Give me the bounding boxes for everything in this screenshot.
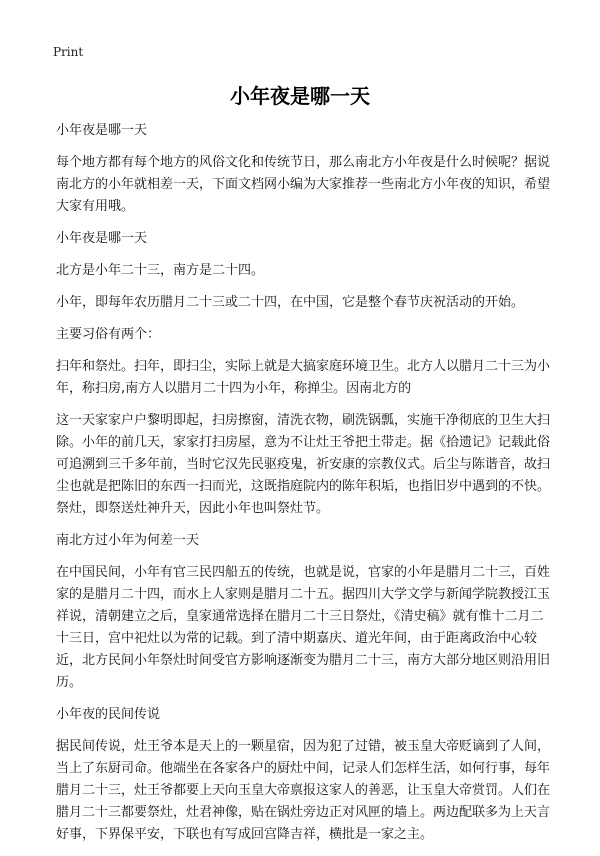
paragraph: 小年，即每年农历腊月二十三或二十四，在中国，它是整个春节庆祝活动的开始。	[56, 295, 525, 310]
section-heading: 小年夜是哪一天	[56, 123, 148, 138]
section-heading: 小年夜是哪一天	[56, 231, 148, 246]
paragraph: 据民间传说，灶王爷本是天上的一颗星宿，因为犯了过错，被玉皇大帝贬谪到了人间，当上了东厨司命。他端坐在各家各户的厨灶中间，记录人们怎样生活，如何行事，每年腊月二十三，灶王爷都要上天向玉皇大帝禀报这家人的善恶，让玉皇大帝赏罚。人们在腊月二十三都要祭灶，灶君神像，贴在锅灶旁边正对风匣的墙上。两边配联多为上天言好事，下界保平安，下联也有写成回宫降吉祥，横批是一家之主。	[56, 739, 551, 842]
page-title: 小年夜是哪一天	[230, 84, 370, 108]
paragraph: 北方是小年二十三，南方是二十四。	[56, 263, 265, 278]
print-link[interactable]: Print	[53, 45, 84, 59]
article-body	[56, 120, 556, 856]
paragraph: 在中国民间，小年有官三民四船五的传统，也就是说，官家的小年是腊月二十三，百姓家的是腊月二十四，而水上人家则是腊月二十五。据四川大学文学与新闻学院教授江玉祥说，清朝建立之后，皇家通常选择在腊月二十三日祭灶，《清史稿》就有惟十二月二十三日，宫中祀灶以为常的记载。到了清中期嘉庆、道光年间，由于距离政治中心较近，北方民间小年祭灶时间受官方影响逐渐变为腊月二十三，南方大部分地区则沿用旧历。	[56, 565, 551, 690]
paragraph: 主要习俗有两个：	[56, 327, 161, 342]
paragraph: 每个地方都有每个地方的风俗文化和传统节日，那么南北方小年夜是什么时候呢？据说南北方的小年就相差一天，下面文档网小编为大家推荐一些南北方小年夜的知识，希望大家有用哦。	[56, 155, 551, 214]
section-heading: 小年夜的民间传说	[56, 707, 161, 722]
paragraph: 这一天家家户户黎明即起，扫房擦窗，清洗衣物，刷洗锅瓢，实施干净彻底的卫生大扫除。小年的前几天，家家打扫房屋，意为不让灶王爷把土带走。据《拾遗记》记载此俗可追溯到三千多年前，当时它汉先民驱疫鬼，祈安康的宗教仪式。后尘与陈谐音，故扫尘也就是把陈旧的东西一扫而光，这既指庭院内的陈年积垢，也指旧岁中遇到的不快。祭灶，即祭送灶神升天，因此小年也叫祭灶节。	[56, 413, 551, 516]
section-heading: 南北方过小年为何差一天	[56, 533, 200, 548]
paragraph: 扫年和祭灶。扫年，即扫尘，实际上就是大搞家庭环境卫生。北方人以腊月二十三为小年，称扫房,南方人以腊月二十四为小年，称掸尘。因南北方的	[56, 359, 551, 396]
